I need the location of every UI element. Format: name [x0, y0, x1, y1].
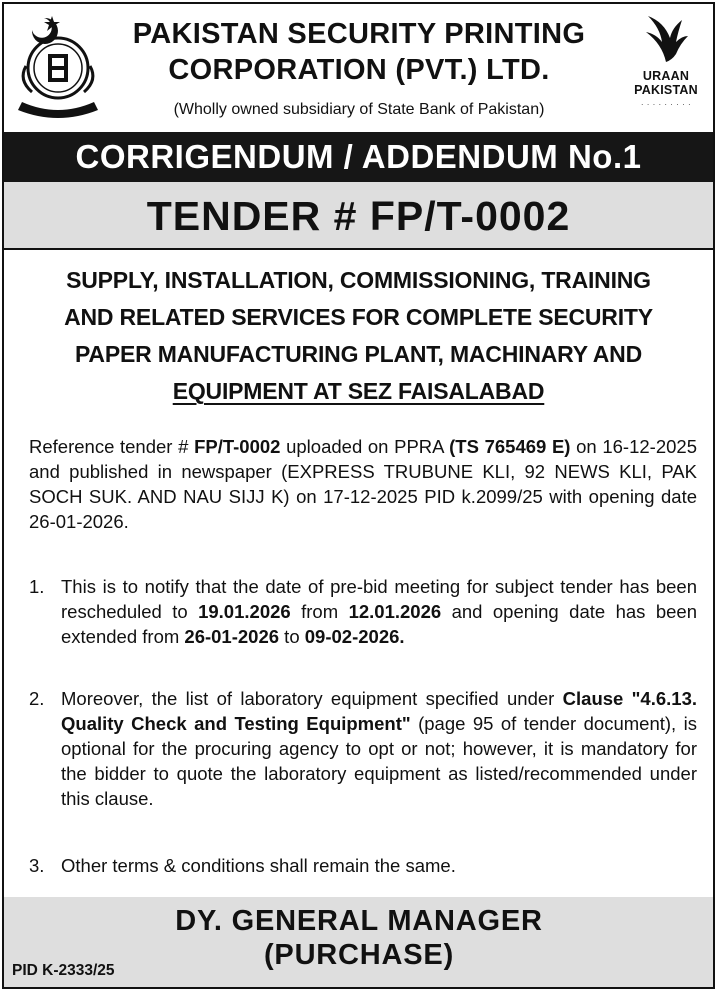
company-name-line1: PAKISTAN SECURITY PRINTING [132, 18, 586, 50]
subject-line-1: SUPPLY, INSTALLATION, COMMISSIONING, TRAINING [66, 267, 651, 293]
notice-header [4, 4, 713, 132]
reference-paragraph: Reference tender # FP/T-0002 uploaded on PPRA (TS 765469 E) on 16-12-2025 and published in newspaper (EXPRESS TRUBUNE KLI, 92 NEWS KLI, PAK SOCH SUK. AND NAU SIJJ K) on 17-12-2025 PID k.2099/25 with opening date 26-01-2026. [29, 436, 697, 532]
eagle-logo-icon [641, 12, 691, 64]
uraan-tagline-graphic: · · · · · · · · · [640, 100, 692, 109]
list-item [29, 686, 697, 811]
signatory-department: (PURCHASE) [263, 939, 455, 971]
reference-tender-number: FP/T-0002 [194, 436, 281, 457]
list-item [29, 574, 697, 649]
subsidiary-note: (Wholly owned subsidiary of State Bank of Pakistan) [173, 101, 545, 118]
item-number: 1. [29, 576, 45, 597]
signatory [104, 904, 614, 972]
tender-subject [14, 262, 703, 410]
tender-number: TENDER # FP/T-0002 [4, 182, 713, 250]
signatory-title: DY. GENERAL MANAGER [175, 905, 543, 937]
ppra-reference: (TS 765469 E) [449, 436, 571, 457]
company-name-line2: CORPORATION (PVT.) LTD. [168, 54, 550, 86]
subject-line-4: EQUIPMENT AT SEZ FAISALABAD [172, 378, 545, 404]
state-emblem-icon [12, 10, 104, 122]
list-item [29, 853, 697, 878]
uraan-pakistan-logo [622, 12, 710, 122]
tender-notice-page [2, 2, 715, 989]
item-text: Moreover, the list of laboratory equipment specified under Clause "4.6.13. Quality Check and Testing Equipment" (page 95 of tender document), is optional for the procuring agency to opt or not; however, it is mandatory for the bidder to quote the laboratory equipment as listed/recommended under this clause. [61, 688, 698, 809]
item-text: Other terms & conditions shall remain the same. [61, 855, 456, 876]
uraan-line1: URAAN [642, 69, 690, 83]
item-number: 2. [29, 688, 45, 709]
pid-number: PID K-2333/25 [12, 962, 115, 979]
subject-line-3: PAPER MANUFACTURING PLANT, MACHINARY AND [74, 341, 642, 367]
uraan-line2: PAKISTAN [634, 83, 698, 97]
subject-line-2: AND RELATED SERVICES FOR COMPLETE SECURITY [64, 304, 653, 330]
company-name [104, 16, 614, 88]
item-number: 3. [29, 855, 45, 876]
item-text: This is to notify that the date of pre-bid meeting for subject tender has been rescheduled to 19.01.2026 from 12.01.2026 and opening date has been extended from 26-01-2026 to 09-02-2026. [61, 576, 698, 647]
corrigendum-title: CORRIGENDUM / ADDENDUM No.1 [4, 132, 713, 182]
